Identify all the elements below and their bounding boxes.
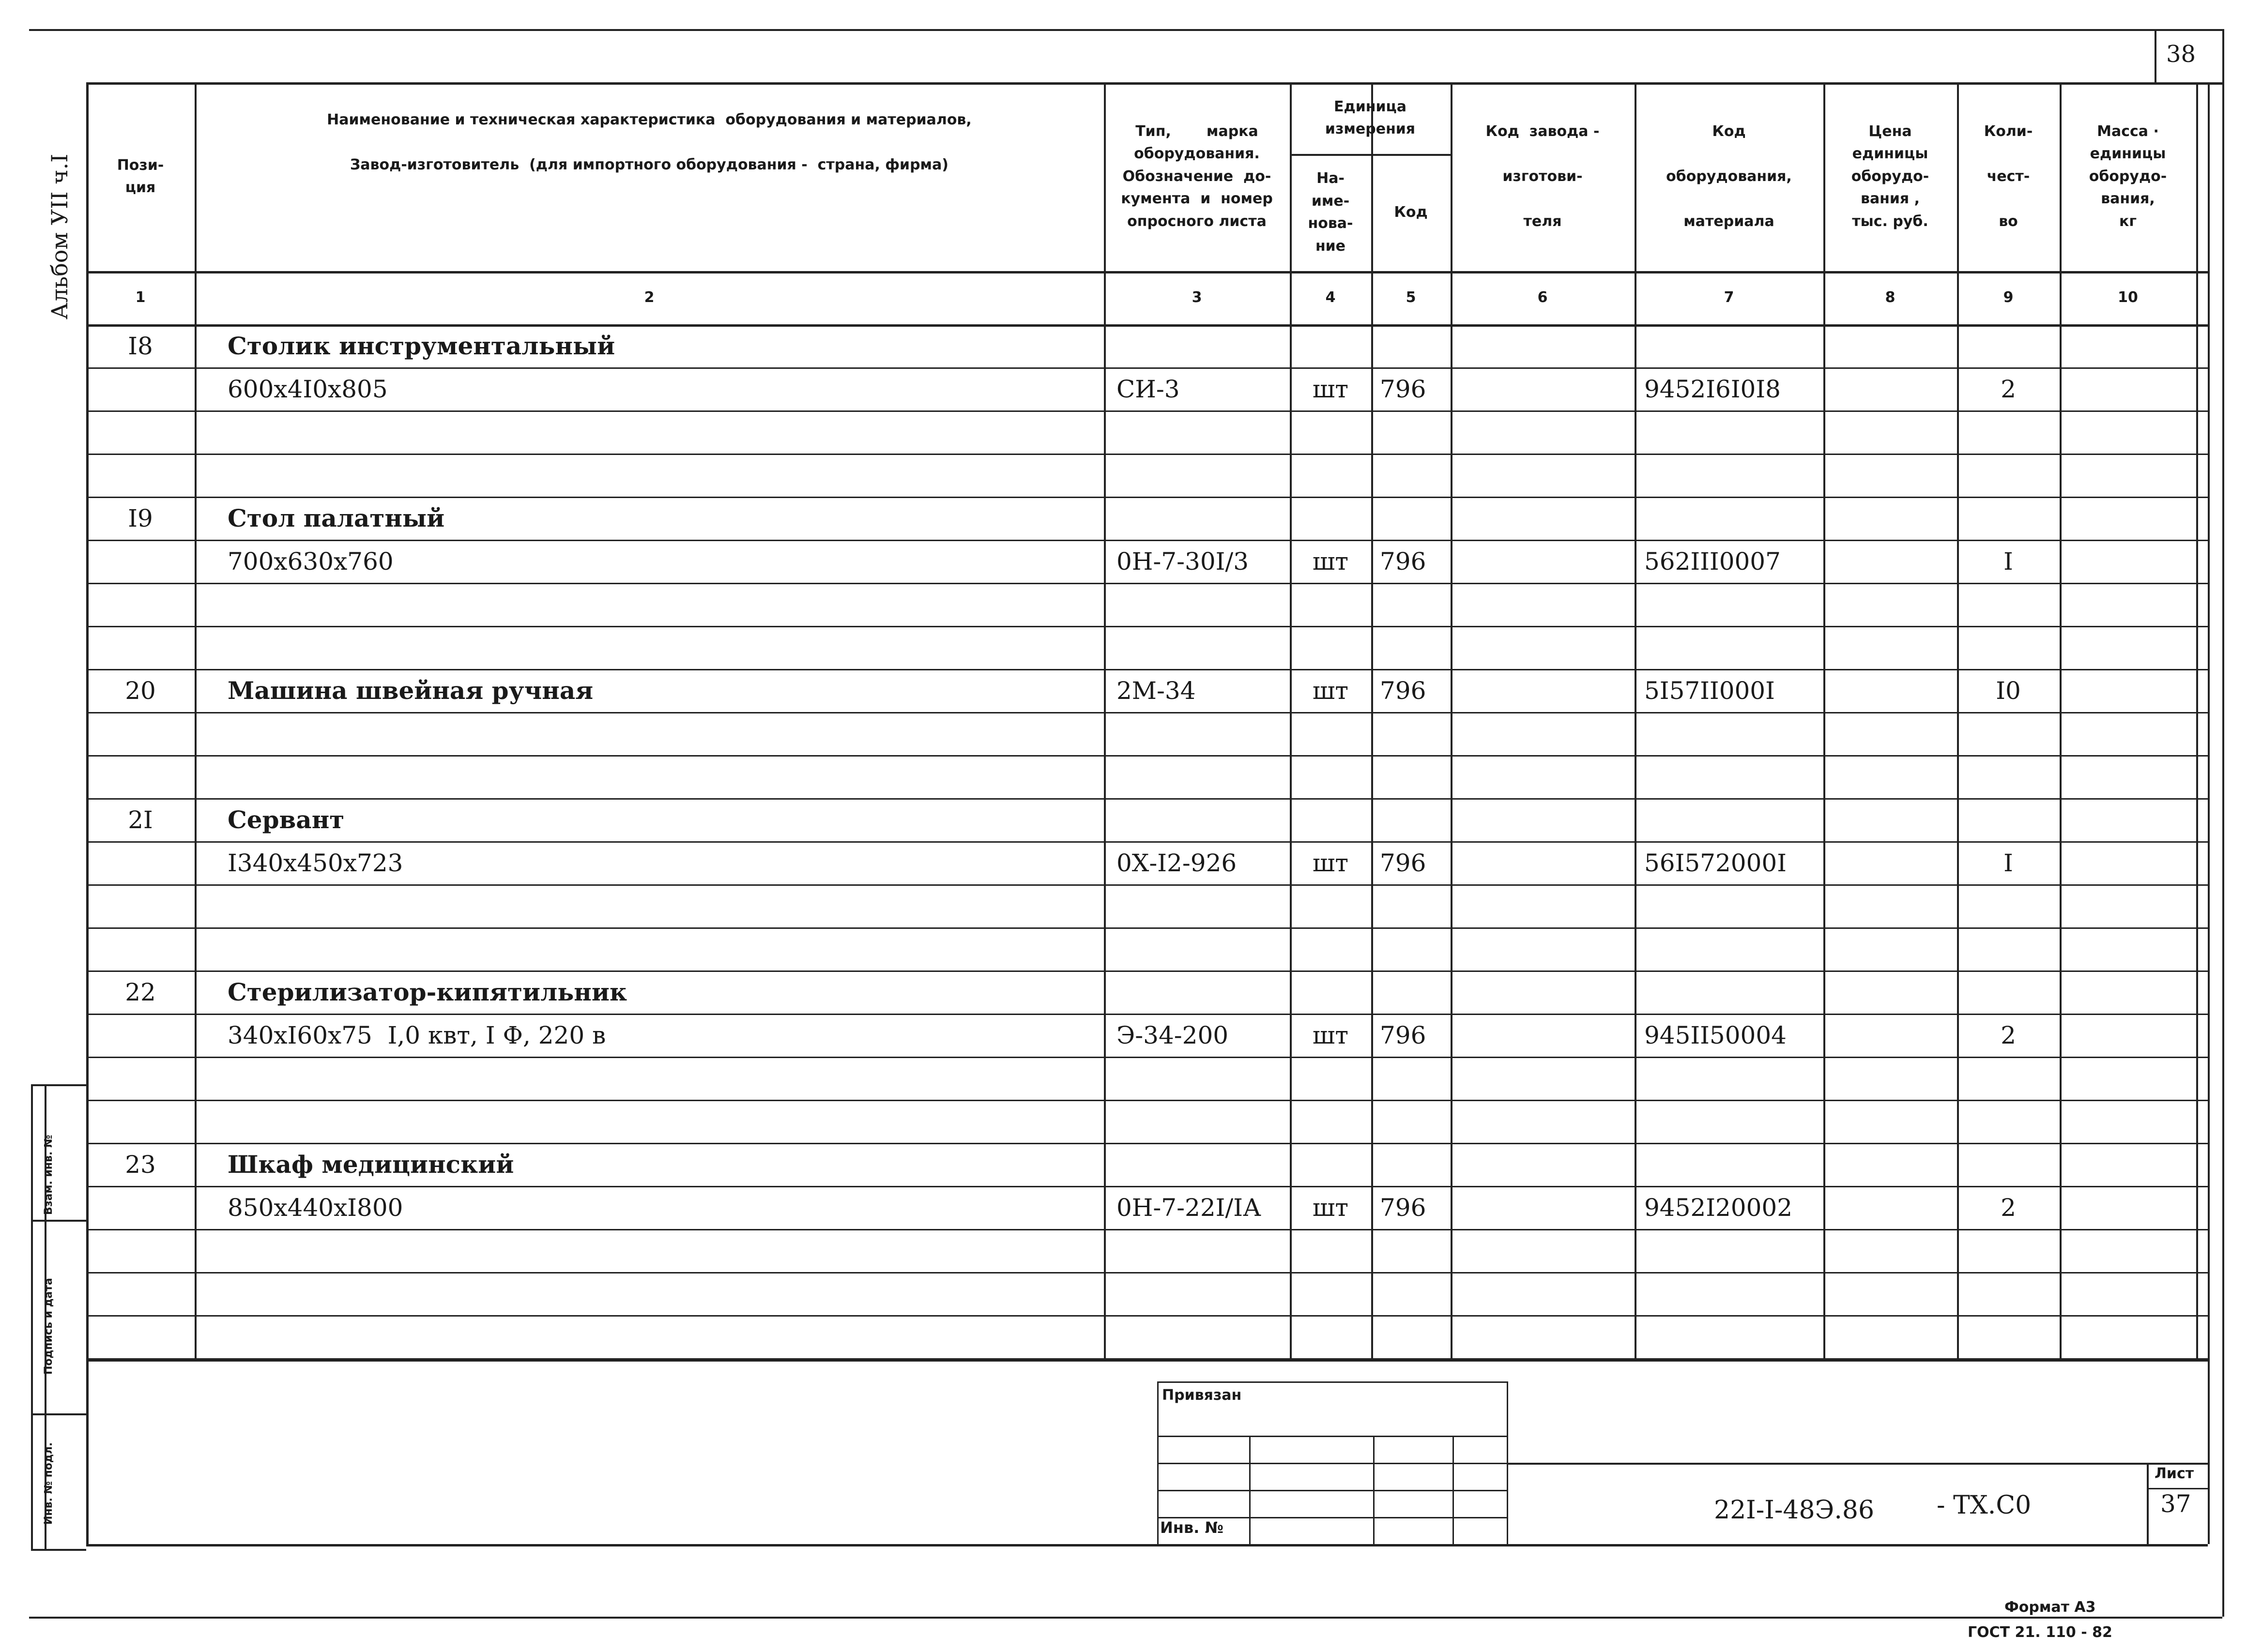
column-number: 3 — [1192, 289, 1202, 306]
item-name: Шкаф медицинский — [228, 1150, 514, 1179]
item-type: СИ-3 — [1116, 375, 1180, 403]
header-position: Пози- ция — [117, 156, 164, 196]
stamp-signature-date: Подпись и дата — [43, 1278, 55, 1375]
item-type: 0Н-7-22I/IА — [1116, 1193, 1261, 1222]
item-equipment-code: 5I57II000I — [1644, 676, 1775, 705]
item-equipment-code: 9452I20002 — [1644, 1193, 1793, 1222]
item-name: Машина швейная ручная — [228, 676, 594, 705]
item-unit: шт — [1312, 547, 1349, 576]
header-price: Цена единицы оборудо- вания , тыс. руб. — [1851, 122, 1929, 230]
column-number: 4 — [1325, 289, 1336, 306]
list-number: 37 — [2160, 1490, 2191, 1518]
item-dimensions: 850x440xI800 — [228, 1193, 403, 1222]
column-number: 2 — [644, 289, 655, 306]
item-unit-code: 796 — [1380, 375, 1426, 403]
header-factory-code: Код завода - изготови- теля — [1485, 122, 1600, 230]
item-dimensions: I340x450x723 — [228, 849, 403, 877]
item-position: I9 — [128, 504, 153, 532]
header-mass: Масса · единицы оборудо- вания, кг — [2089, 122, 2167, 230]
column-number: 9 — [2003, 289, 2014, 306]
column-number: 7 — [1724, 289, 1734, 306]
column-number: 1 — [135, 289, 146, 306]
header-equipment-code: Код оборудования, материала — [1666, 122, 1792, 230]
header-unit: Единица измерения — [1325, 98, 1416, 137]
item-unit: шт — [1312, 1021, 1349, 1049]
stamp-inv-original: Инв. № подл. — [43, 1442, 55, 1525]
list-label: Лист — [2155, 1465, 2194, 1482]
item-dimensions: 340xI60x75 I,0 квт, I Ф, 220 в — [228, 1021, 606, 1049]
item-unit: шт — [1312, 375, 1349, 403]
header-type: Тип, марка оборудования. Обозначение до- кумента и номер опросного листа — [1121, 122, 1273, 230]
item-equipment-code: 56I572000I — [1644, 849, 1787, 877]
privyazan-label: Привязан — [1162, 1387, 1242, 1404]
column-number: 6 — [1537, 289, 1548, 306]
document-suffix: - ТХ.С0 — [1937, 1491, 2032, 1520]
item-name: Стерилизатор-кипятильник — [228, 977, 627, 1006]
item-quantity: I — [2003, 849, 2013, 877]
item-equipment-code: 945II50004 — [1644, 1021, 1787, 1049]
item-equipment-code: 9452I6I0I8 — [1644, 375, 1781, 403]
item-dimensions: 600x4I0x805 — [228, 375, 388, 403]
item-quantity: I — [2003, 547, 2013, 576]
stamp-replace-inv: Взам. инв. № — [43, 1135, 55, 1215]
item-equipment-code: 562III0007 — [1644, 547, 1781, 576]
item-position: 23 — [125, 1150, 156, 1179]
header-quantity: Коли- чест- во — [1984, 122, 2033, 230]
gost-label: ГОСТ 21. 110 - 82 — [1968, 1624, 2112, 1641]
item-type: 0Н-7-30I/3 — [1116, 547, 1249, 576]
item-unit: шт — [1312, 676, 1349, 705]
item-name: Стол палатный — [228, 503, 445, 532]
header-unit-code: Код — [1394, 203, 1428, 221]
sheet-number: 38 — [2166, 41, 2196, 68]
item-name: Столик инструментальный — [228, 331, 615, 360]
item-unit-code: 796 — [1380, 676, 1426, 705]
item-unit-code: 796 — [1380, 547, 1426, 576]
item-position: 2I — [128, 805, 153, 834]
column-number: 8 — [1885, 289, 1895, 306]
item-type: Э-34-200 — [1116, 1021, 1229, 1049]
item-position: I8 — [128, 332, 153, 360]
inv-number-label: Инв. № — [1160, 1518, 1223, 1537]
item-type: 2М-34 — [1116, 676, 1196, 705]
item-unit: шт — [1312, 1193, 1349, 1222]
column-number: 5 — [1406, 289, 1416, 306]
column-number: 10 — [2118, 289, 2138, 306]
item-unit-code: 796 — [1380, 849, 1426, 877]
item-quantity: I0 — [1996, 676, 2021, 705]
item-name: Сервант — [228, 805, 345, 834]
header-name: Наименование и техническая характеристика оборудования и материалов, Завод-изготовитель (для импортного оборудования - страна, фирма) — [327, 111, 972, 174]
item-position: 22 — [125, 978, 156, 1006]
document-code: 22I-I-48Э.86 — [1714, 1496, 1875, 1525]
item-quantity: 2 — [2001, 1193, 2016, 1222]
item-unit-code: 796 — [1380, 1021, 1426, 1049]
item-quantity: 2 — [2001, 375, 2016, 403]
item-unit: шт — [1312, 849, 1349, 877]
item-dimensions: 700x630x760 — [228, 547, 394, 576]
album-label: Альбом УII ч.I — [46, 153, 73, 319]
item-quantity: 2 — [2001, 1021, 2016, 1049]
format-label: Формат А3 — [2004, 1599, 2096, 1616]
item-unit-code: 796 — [1380, 1193, 1426, 1222]
item-position: 20 — [125, 676, 156, 705]
item-type: 0Х-I2-926 — [1116, 849, 1237, 877]
header-unit-name: На- име- нова- ние — [1308, 170, 1353, 255]
